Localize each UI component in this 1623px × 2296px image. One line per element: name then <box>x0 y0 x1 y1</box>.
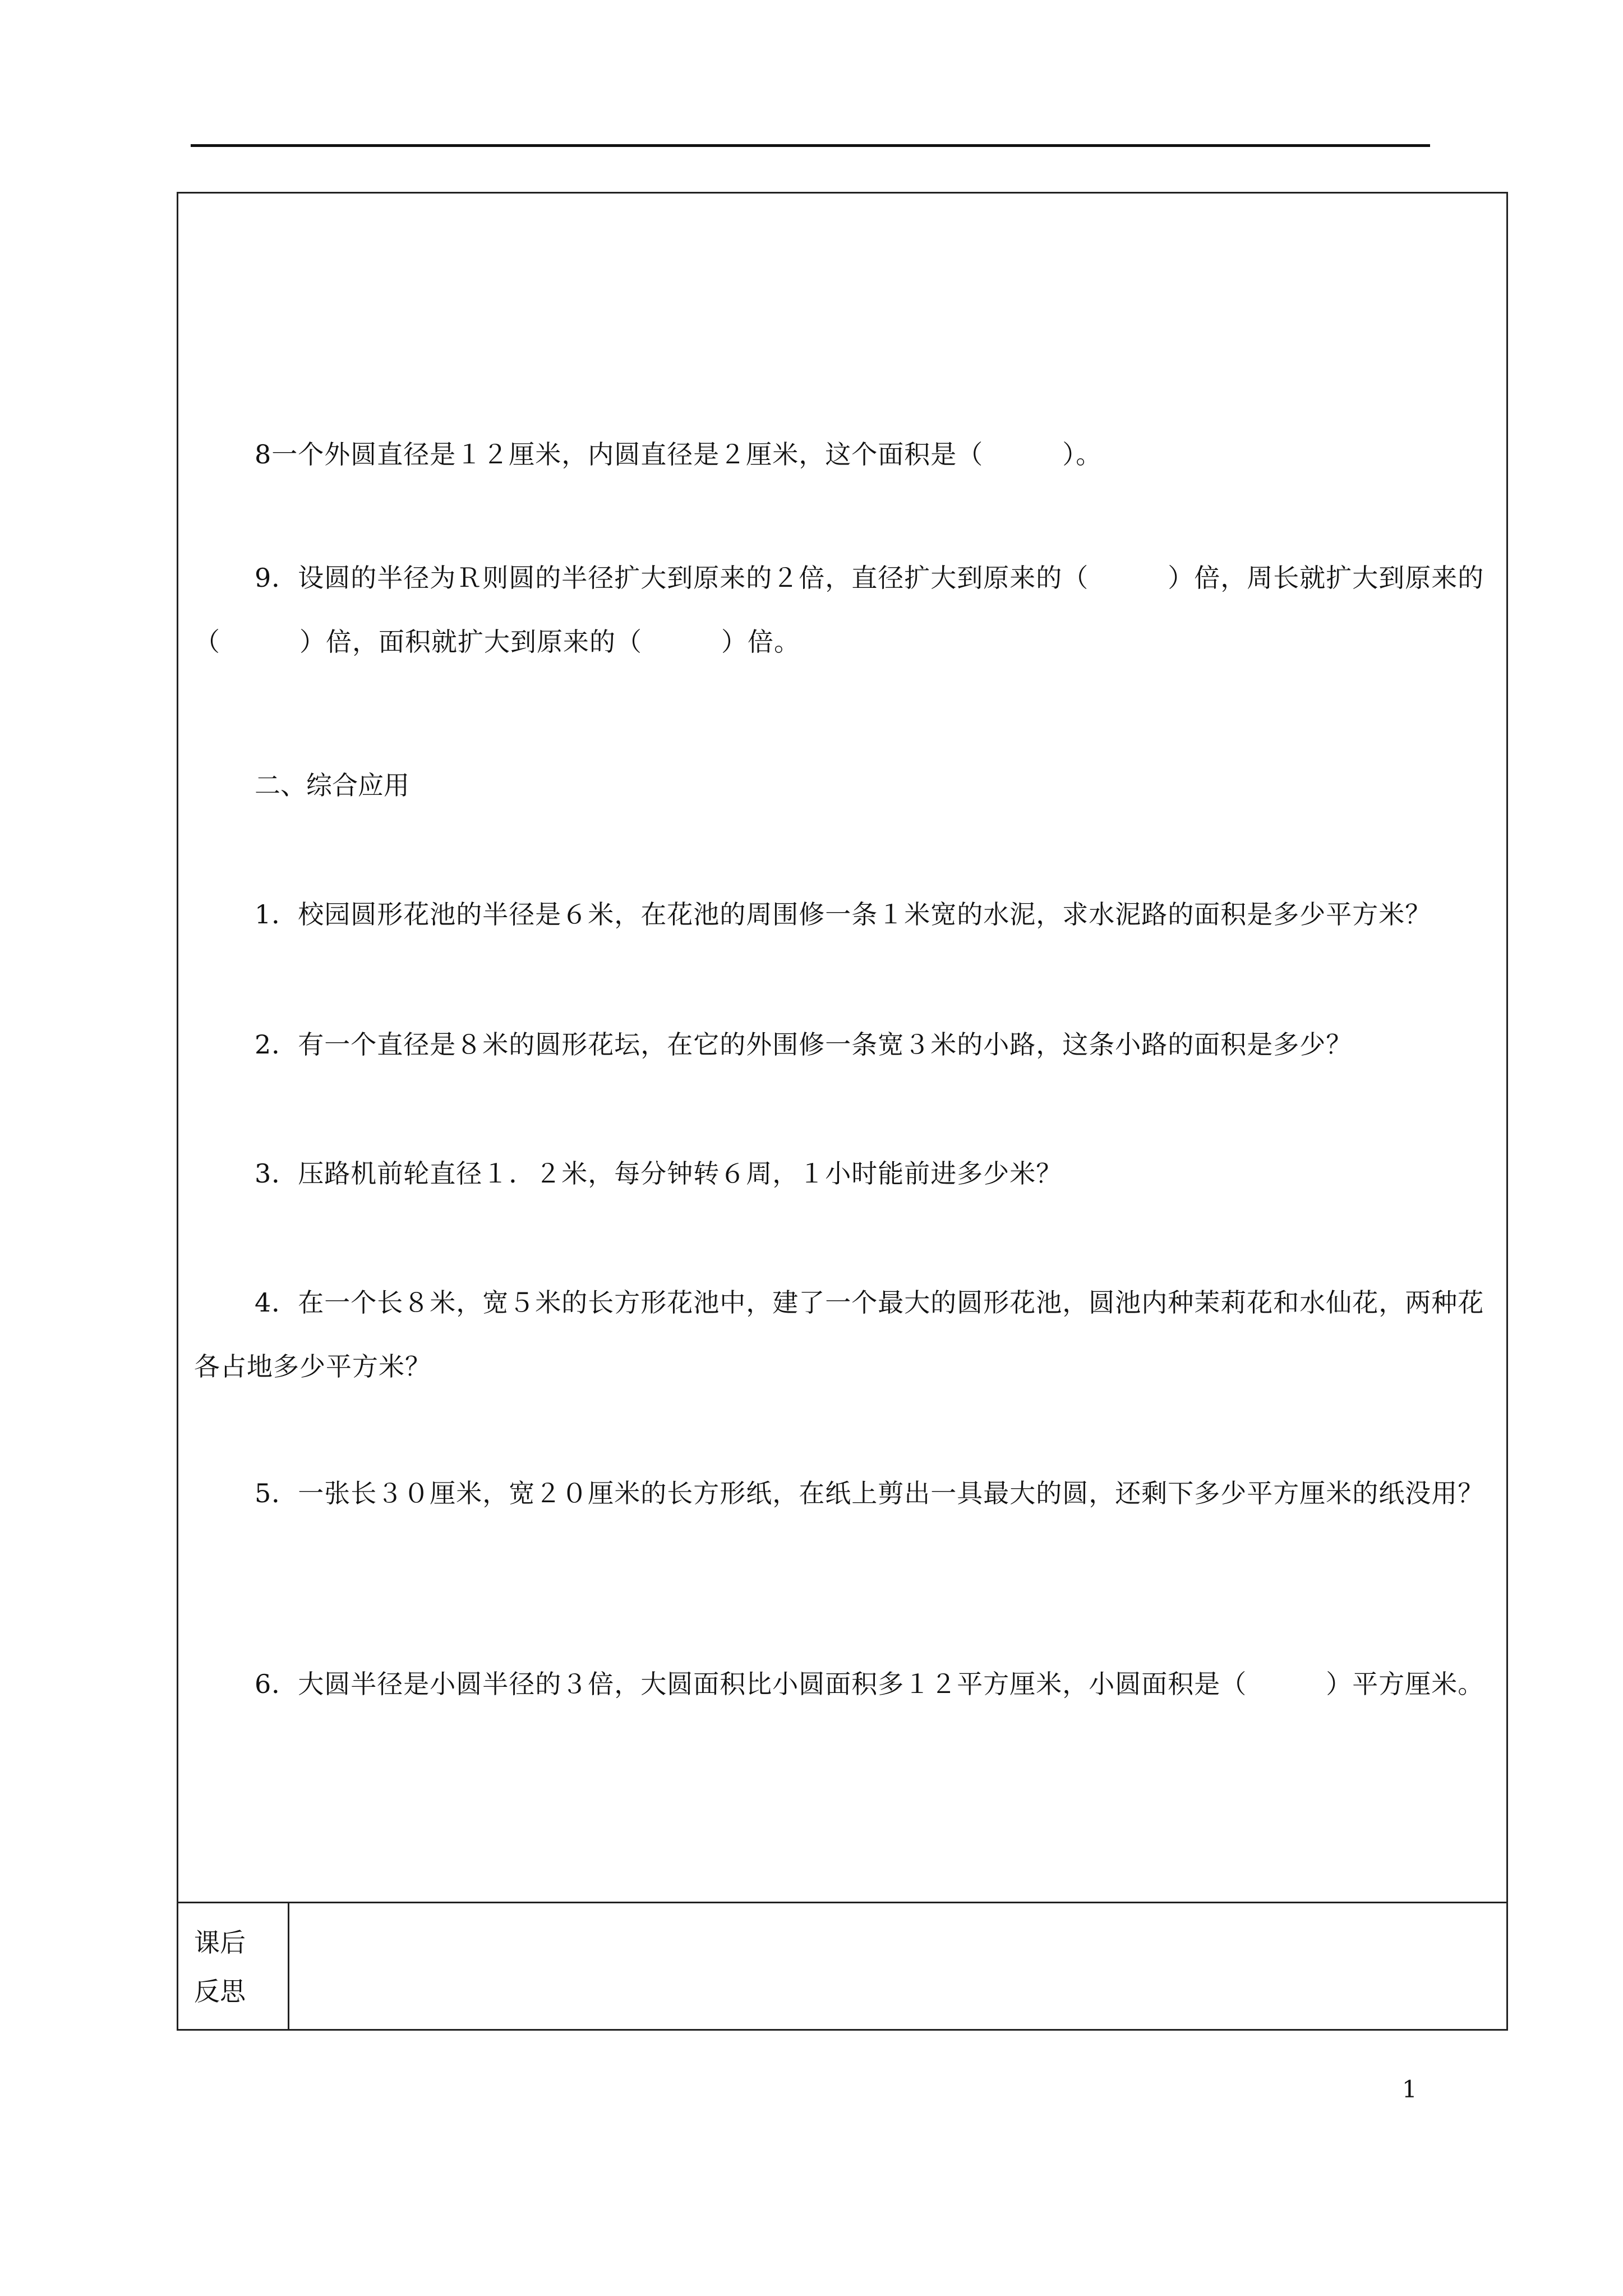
application-question-2: 2．有一个直径是８米的圆形花坛，在它的外围修一条宽３米的小路，这条小路的面积是多少？ <box>255 1029 1353 1060</box>
section-title: 二、综合应用 <box>255 770 409 800</box>
reflection-content-cell[interactable] <box>289 1903 1506 2029</box>
header-rule <box>191 144 1430 147</box>
page-number: 1 <box>1402 2076 1417 2103</box>
exercise-content-cell <box>178 194 1506 1902</box>
worksheet-table <box>177 192 1508 2031</box>
reflection-row <box>178 1902 1506 2029</box>
application-question-4: 4．在一个长８米，宽５米的长方形花池中，建了一个最大的圆形花池，圆池内种茉莉花和水仙花，两种花各占地多少平方米？ <box>194 1287 1484 1382</box>
reflection-label-line2: 反思 <box>194 1976 246 2007</box>
reflection-label-line1: 课后 <box>194 1927 246 1958</box>
application-question-6: 6．大圆半径是小圆半径的３倍，大圆面积比小圆面积多１２平方厘米，小圆面积是（ ）平方厘米。 <box>255 1669 1484 1699</box>
application-question-1: 1．校园圆形花池的半径是６米，在花池的周围修一条１米宽的水泥，求水泥路的面积是多少平方米？ <box>255 899 1432 930</box>
application-question-5: 5．一张长３０厘米，宽２０厘米的长方形纸，在纸上剪出一具最大的圆，还剩下多少平方厘米的纸没用？ <box>255 1478 1484 1508</box>
reflection-label-cell <box>178 1903 289 2029</box>
question-8: 8一个外圆直径是１２厘米，内圆直径是２厘米，这个面积是（ ）。 <box>255 439 1103 470</box>
question-9: 9．设圆的半径为Ｒ则圆的半径扩大到原来的２倍，直径扩大到原来的（ ）倍，周长就扩大到原来的（ ）倍，面积就扩大到原来的（ ）倍。 <box>194 563 1484 657</box>
application-question-3: 3．压路机前轮直径１．２米，每分钟转６周，１小时能前进多少米？ <box>255 1158 1063 1189</box>
